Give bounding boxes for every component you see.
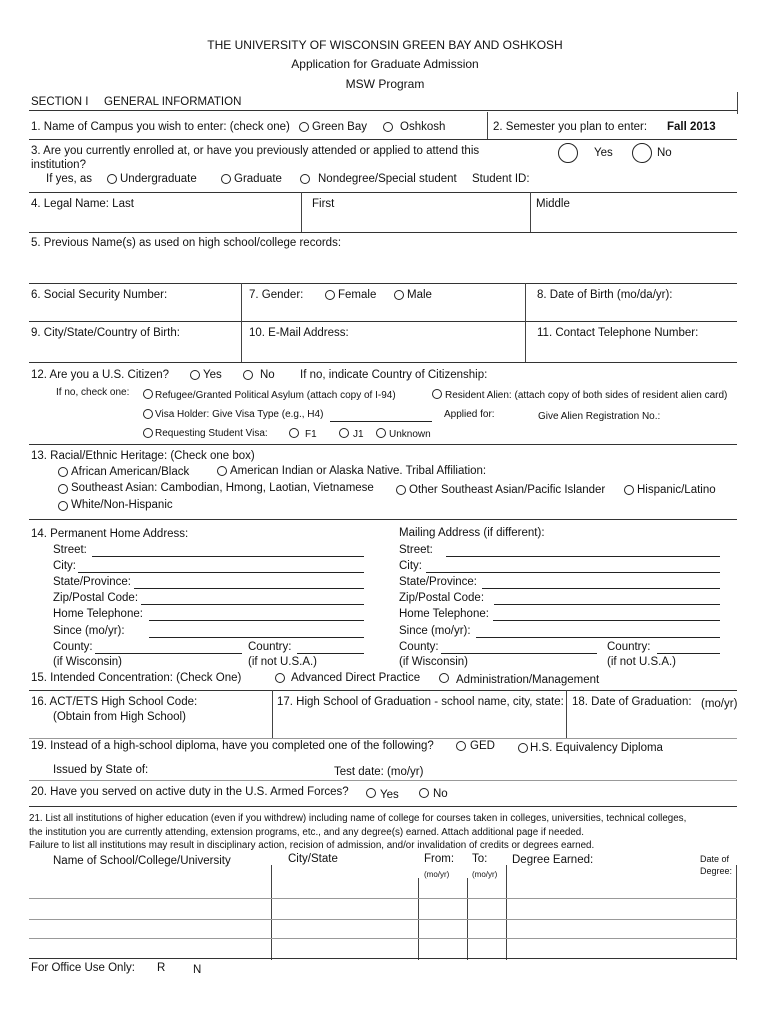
advanced-direct-practice-label: Advanced Direct Practice: [291, 672, 421, 684]
q12-bottom-line: [29, 444, 737, 445]
requesting-visa-label: Requesting Student Visa:: [155, 428, 268, 439]
ethnicity-hispanic-radio[interactable]: [624, 485, 634, 495]
enrolled-no-label: No: [657, 147, 672, 159]
q4-divider-1: [301, 192, 302, 232]
home-state-line[interactable]: [134, 588, 364, 589]
mail-phone-line[interactable]: [493, 620, 720, 621]
mail-street-label: Street:: [399, 544, 433, 556]
mailing-address-label: Mailing Address (if different):: [399, 527, 545, 539]
home-zip-label: Zip/Postal Code:: [53, 592, 139, 604]
section-number: SECTION I: [31, 96, 89, 108]
citizen-yes-label: Yes: [203, 369, 222, 381]
citizen-no-radio[interactable]: [243, 370, 253, 380]
birthplace-label: 9. City/State/Country of Birth:: [31, 327, 180, 339]
campus-green-bay-radio[interactable]: [299, 122, 309, 132]
ethnicity-southeast-asian-radio[interactable]: [58, 484, 68, 494]
table-row-line-1: [29, 898, 737, 899]
ssn-label: 6. Social Security Number:: [31, 289, 168, 301]
col-to-header: To:: [472, 853, 488, 865]
q1-q2-divider: [487, 112, 488, 139]
ethnicity-african-american-label: African American/Black: [71, 466, 190, 478]
gender-label: 7. Gender:: [249, 289, 304, 301]
graduate-radio[interactable]: [221, 174, 231, 184]
home-county-label: County:: [53, 641, 93, 653]
home-ifwi-label: (if Wisconsin): [53, 656, 123, 668]
institutions-line1: 21. List all institutions of higher education (even if you withdrew) including name of college for courses taken in colleges, universities, technical colleges,: [29, 813, 687, 824]
ethnicity-american-indian-label: American Indian or Alaska Native. Tribal Affiliation:: [230, 465, 487, 477]
dob-label: 8. Date of Birth (mo/da/yr):: [537, 289, 673, 301]
undergraduate-radio[interactable]: [107, 174, 117, 184]
citizen-no-label: No: [260, 369, 275, 381]
act-code-sub: (Obtain from High School): [53, 711, 186, 723]
application-title: Application for Graduate Admission: [291, 57, 479, 71]
mail-county-line[interactable]: [441, 653, 597, 654]
office-n-label: N: [193, 964, 202, 976]
nondegree-radio[interactable]: [300, 174, 310, 184]
enrolled-no-radio[interactable]: [632, 143, 652, 163]
legal-name-last-label: 4. Legal Name: Last: [31, 198, 134, 210]
hs-equivalency-label: H.S. Equivalency Diploma: [530, 742, 663, 754]
ethnicity-label: 13. Racial/Ethnic Heritage: (Check one box): [31, 450, 255, 462]
diploma-label: 19. Instead of a high-school diploma, have you completed one of the following?: [31, 740, 434, 752]
home-phone-label: Home Telephone:: [53, 608, 143, 620]
institutions-line3: Failure to list all institutions may result in disciplinary action, recision of admission, and/or invalidation of credits or degrees earned.: [29, 840, 595, 851]
telephone-label: 11. Contact Telephone Number:: [537, 327, 699, 339]
col-from-unit: (mo/yr): [424, 870, 450, 879]
visa-type-line[interactable]: [330, 421, 432, 422]
q13-bottom-line: [29, 519, 737, 520]
q7-divider: [525, 283, 526, 321]
alien-registration-label: Give Alien Registration No.:: [538, 411, 661, 422]
q10-divider: [525, 321, 526, 362]
legal-name-first-label: First: [312, 198, 335, 210]
act-code-label: 16. ACT/ETS High School Code:: [31, 696, 198, 708]
ethnicity-other-sea-radio[interactable]: [396, 485, 406, 495]
requesting-visa-radio[interactable]: [143, 428, 153, 438]
q3-label-line2: institution?: [31, 159, 86, 171]
q3-label-line1: 3. Are you currently enrolled at, or have you previously attended or applied to attend this: [31, 145, 480, 157]
mail-zip-line[interactable]: [494, 604, 720, 605]
ethnicity-white-label: White/Non-Hispanic: [71, 499, 173, 511]
armed-forces-yes-label: Yes: [380, 789, 399, 801]
enrolled-yes-label: Yes: [594, 147, 613, 159]
undergraduate-label: Undergraduate: [120, 173, 197, 185]
table-row-line-2: [29, 919, 737, 920]
visa-f1-label: F1: [305, 429, 317, 440]
visa-unknown-radio[interactable]: [376, 428, 386, 438]
student-id-label: Student ID:: [472, 173, 530, 185]
mail-ifnotus-label: (if not U.S.A.): [607, 656, 677, 668]
ged-radio[interactable]: [456, 741, 466, 751]
mail-state-label: State/Province:: [399, 576, 477, 588]
q16-divider: [272, 690, 273, 738]
mail-street-line[interactable]: [446, 556, 720, 557]
mail-city-label: City:: [399, 560, 422, 572]
col-date-header-2: Degree:: [700, 866, 733, 876]
q2-label: 2. Semester you plan to enter:: [493, 121, 648, 133]
table-divider-4: [506, 865, 507, 960]
mail-since-line[interactable]: [476, 637, 720, 638]
email-label: 10. E-Mail Address:: [249, 327, 349, 339]
ethnicity-hispanic-label: Hispanic/Latino: [637, 484, 716, 496]
ethnicity-african-american-radio[interactable]: [58, 467, 68, 477]
armed-forces-no-radio[interactable]: [419, 788, 429, 798]
armed-forces-no-label: No: [433, 788, 448, 800]
q15-bottom-line: [29, 690, 737, 691]
concentration-label: 15. Intended Concentration: (Check One): [31, 672, 242, 684]
previous-names-label: 5. Previous Name(s) as used on high school/college records:: [31, 237, 342, 249]
mail-ifwi-label: (if Wisconsin): [399, 656, 469, 668]
ethnicity-southeast-asian-label: Southeast Asian: Cambodian, Hmong, Laotian, Vietnamese: [71, 482, 374, 494]
armed-forces-label: 20. Have you served on active duty in the U.S. Armed Forces?: [31, 786, 349, 798]
ged-label: GED: [470, 740, 495, 752]
ethnicity-white-radio[interactable]: [58, 501, 68, 511]
test-date-label: Test date: (mo/yr): [334, 766, 424, 778]
gender-female-radio[interactable]: [325, 290, 335, 300]
visa-holder-label: Visa Holder: Give Visa Type (e.g., H4): [155, 409, 324, 420]
legal-name-middle-label: Middle: [536, 198, 570, 210]
q8-bottom-line: [29, 321, 737, 322]
citizen-yes-radio[interactable]: [190, 370, 200, 380]
q11-bottom-line: [29, 362, 737, 363]
refugee-label: Refugee/Granted Political Asylum (attach copy of I-94): [155, 390, 396, 401]
advanced-direct-practice-radio[interactable]: [275, 673, 285, 683]
office-r-label: R: [157, 962, 166, 974]
gender-female-label: Female: [338, 289, 377, 301]
applied-for-label: Applied for:: [444, 409, 495, 420]
home-street-label: Street:: [53, 544, 87, 556]
q1-label: 1. Name of Campus you wish to enter: (check one): [31, 121, 290, 133]
citizen-label: 12. Are you a U.S. Citizen?: [31, 369, 170, 381]
home-state-label: State/Province:: [53, 576, 131, 588]
mail-phone-label: Home Telephone:: [399, 608, 489, 620]
university-title: THE UNIVERSITY OF WISCONSIN GREEN BAY AND OSHKOSH: [207, 38, 563, 52]
armed-forces-yes-radio[interactable]: [366, 788, 376, 798]
q2-bottom-line: [29, 139, 737, 140]
hs-equivalency-radio[interactable]: [518, 743, 528, 753]
q4-bottom-line: [29, 232, 737, 233]
ethnicity-american-indian-radio[interactable]: [217, 466, 227, 476]
q17-divider: [566, 690, 567, 738]
mail-country-label: Country:: [607, 641, 651, 653]
home-country-label: Country:: [248, 641, 292, 653]
office-use-label: For Office Use Only:: [31, 962, 135, 974]
campus-green-bay-label: Green Bay: [312, 121, 367, 133]
resident-alien-radio[interactable]: [432, 389, 442, 399]
mail-state-line[interactable]: [482, 588, 720, 589]
table-row-line-3: [29, 938, 737, 939]
visa-j1-radio[interactable]: [339, 428, 349, 438]
mail-county-label: County:: [399, 641, 439, 653]
q4-divider-2: [530, 192, 531, 232]
mail-city-line[interactable]: [426, 572, 720, 573]
semester-value[interactable]: Fall 2013: [667, 121, 716, 133]
visa-holder-radio[interactable]: [143, 409, 153, 419]
table-divider-1: [271, 865, 272, 960]
gender-male-radio[interactable]: [394, 290, 404, 300]
q3-bottom-line: [29, 192, 737, 193]
col-to-unit: (mo/yr): [472, 870, 498, 879]
home-country-line[interactable]: [297, 653, 364, 654]
section-right-border: [737, 92, 738, 114]
administration-radio[interactable]: [439, 673, 449, 683]
gender-male-label: Male: [407, 289, 432, 301]
home-address-label: 14. Permanent Home Address:: [31, 528, 189, 540]
campus-oshkosh-label: Oshkosh: [400, 121, 446, 133]
mail-country-line[interactable]: [657, 653, 720, 654]
campus-oshkosh-radio[interactable]: [383, 122, 393, 132]
issued-state-label: Issued by State of:: [53, 764, 149, 776]
q20-bottom-line: [29, 806, 737, 807]
enrolled-yes-radio[interactable]: [558, 143, 578, 163]
ethnicity-other-sea-label: Other Southeast Asian/Pacific Islander: [409, 484, 606, 496]
q9-divider: [241, 321, 242, 362]
home-zip-line[interactable]: [141, 604, 364, 605]
q18-bottom-line: [29, 738, 737, 739]
section-title: GENERAL INFORMATION: [104, 96, 242, 108]
home-county-line[interactable]: [95, 653, 242, 654]
col-city-header: City/State: [288, 853, 338, 865]
mail-since-label: Since (mo/yr):: [399, 625, 471, 637]
mail-zip-label: Zip/Postal Code:: [399, 592, 485, 604]
q19-bottom-line: [29, 780, 737, 781]
col-school-header: Name of School/College/University: [53, 855, 231, 867]
resident-alien-label: Resident Alien: (attach copy of both sides of resident alien card): [445, 390, 728, 401]
col-degree-header: Degree Earned:: [512, 854, 594, 866]
ifno-label: If no, check one:: [56, 387, 130, 398]
home-ifnotus-label: (if not U.S.A.): [248, 656, 318, 668]
q5-bottom-line: [29, 283, 737, 284]
visa-j1-label: J1: [353, 429, 364, 440]
nondegree-label: Nondegree/Special student: [318, 173, 457, 185]
home-since-label: Since (mo/yr):: [53, 625, 125, 637]
graduation-date-unit: (mo/yr): [701, 698, 738, 710]
col-from-header: From:: [424, 853, 455, 865]
graduation-date-label: 18. Date of Graduation:: [572, 696, 692, 708]
visa-unknown-label: Unknown: [389, 429, 431, 440]
home-since-line[interactable]: [149, 637, 364, 638]
administration-label: Administration/Management: [456, 674, 600, 686]
q6-divider: [241, 283, 242, 321]
home-city-line[interactable]: [78, 572, 364, 573]
hs-graduation-label: 17. High School of Graduation - school name, city, state:: [277, 696, 564, 708]
visa-f1-radio[interactable]: [289, 428, 299, 438]
program-title: MSW Program: [345, 77, 425, 91]
table-bottom-line: [29, 958, 737, 959]
refugee-radio[interactable]: [143, 389, 153, 399]
section-divider: [29, 110, 737, 111]
home-city-label: City:: [53, 560, 76, 572]
graduate-label: Graduate: [234, 173, 282, 185]
institutions-line2: the institution you are currently attending, extension programs, etc., and any degree(s) earned. Attach additional page if needed.: [29, 827, 584, 838]
table-divider-5: [736, 865, 737, 960]
home-street-line[interactable]: [92, 556, 364, 557]
q3-ifyes-label: If yes, as: [46, 173, 93, 185]
home-phone-line[interactable]: [149, 620, 364, 621]
citizenship-country-label: If no, indicate Country of Citizenship:: [300, 369, 488, 381]
col-date-header-1: Date of: [700, 854, 730, 864]
